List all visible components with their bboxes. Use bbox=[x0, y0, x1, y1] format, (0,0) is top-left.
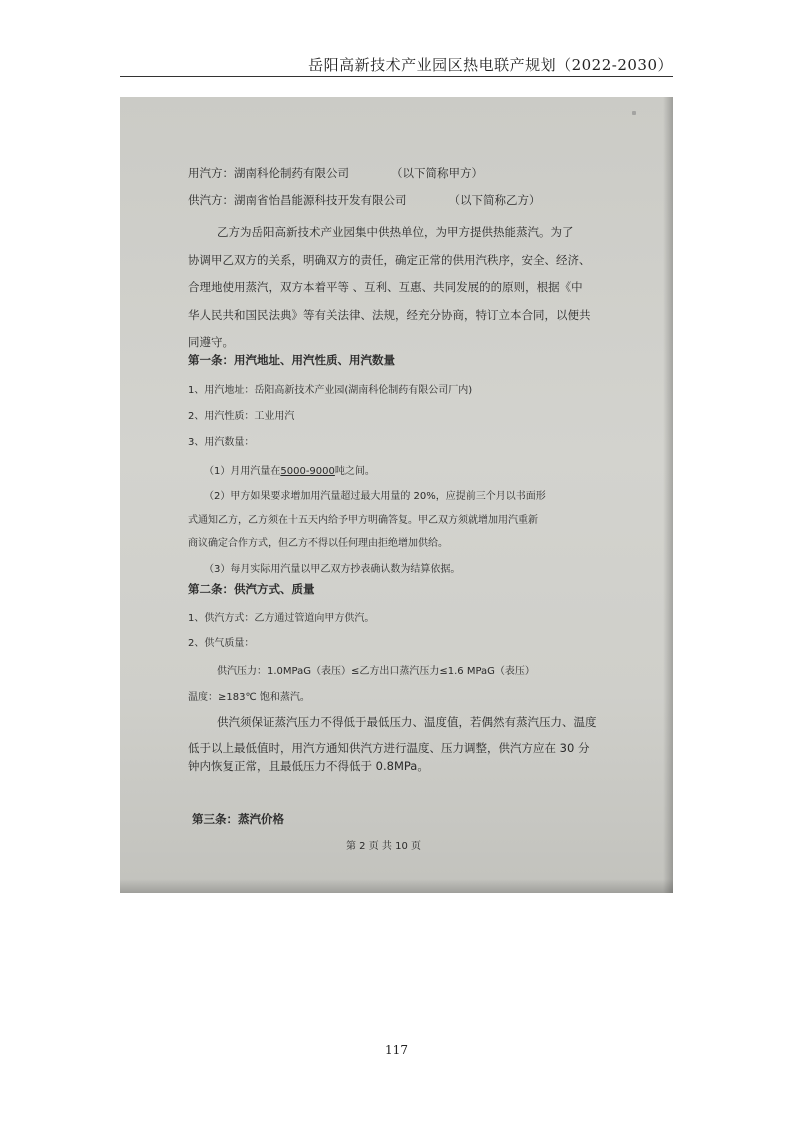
scan-mark bbox=[632, 111, 636, 115]
party-b-alias: （以下简称乙方） bbox=[448, 193, 541, 207]
scan-shadow-right bbox=[663, 97, 673, 893]
article2-quality-title: 2、供气质量： bbox=[188, 638, 255, 649]
article2-guarantee-line-3: 钟内恢复正常，且最低压力不得低于 0.8MPa。 bbox=[188, 759, 429, 773]
intro-line-2: 协调甲乙双方的关系，明确双方的责任，确定正常的供用汽秩序，安全、经济、 bbox=[188, 253, 591, 267]
party-b-label: 供汽方： bbox=[188, 193, 234, 207]
party-a-alias: （以下简称甲方） bbox=[391, 166, 483, 180]
article1-q2-line-2: 式通知乙方，乙方须在十五天内给予甲方明确答复。甲乙双方须就增加用汽重新 bbox=[188, 515, 538, 526]
article2-method: 1、供汽方式：乙方通过管道向甲方供汽。 bbox=[188, 613, 375, 624]
article2-guarantee-line-1: 供汽须保证蒸汽压力不得低于最低压力、温度值，若偶然有蒸汽压力、温度 bbox=[217, 715, 597, 729]
article1-q2-line-3: 商议确定合作方式，但乙方不得以任何理由拒绝增加供给。 bbox=[188, 538, 448, 549]
intro-line-4: 华人民共和国民法典》等有关法律、法规，经充分协商，特订立本合同，以便共 bbox=[188, 308, 591, 322]
page-number: 117 bbox=[385, 1043, 408, 1057]
article1-q1 bbox=[204, 462, 375, 477]
article3-title: 第三条：蒸汽价格 bbox=[192, 812, 284, 826]
party-b-line bbox=[188, 192, 541, 208]
party-a-line bbox=[188, 165, 483, 181]
header-rule bbox=[120, 76, 673, 77]
article2-title: 第二条：供汽方式、质量 bbox=[188, 582, 315, 596]
scan-shadow-bottom bbox=[120, 879, 673, 893]
article2-guarantee-line-2: 低于以上最低值时，用汽方通知供汽方进行温度、压力调整，供汽方应在 30 分 bbox=[188, 741, 590, 755]
scanned-contract-page bbox=[120, 97, 673, 893]
article1-title: 第一条：用汽地址、用汽性质、用汽数量 bbox=[188, 353, 395, 367]
party-a-label: 用汽方： bbox=[188, 166, 234, 180]
header-title: 岳阳高新技术产业园区热电联产规划（2022-2030） bbox=[308, 56, 673, 74]
article1-quantity-title: 3、用汽数量： bbox=[188, 437, 255, 448]
party-a-name: 湖南科伦制药有限公司 bbox=[234, 166, 349, 180]
article1-q2-line-1: （2）甲方如果要求增加用汽量超过最大用量的 20%，应提前三个月以书面形 bbox=[204, 491, 546, 502]
q1-prefix: （1）月用汽量在 bbox=[204, 466, 281, 477]
article2-pressure: 供汽压力：1.0MPaG（表压）≤乙方出口蒸汽压力≤1.6 MPaG（表压） bbox=[217, 666, 535, 677]
scan-footer: 第 2 页 共 10 页 bbox=[346, 841, 421, 852]
intro-line-5: 同遵守。 bbox=[188, 335, 234, 349]
article1-nature: 2、用汽性质：工业用汽 bbox=[188, 411, 295, 422]
party-b-name: 湖南省怡昌能源科技开发有限公司 bbox=[234, 193, 407, 207]
q1-suffix: 吨之间。 bbox=[334, 466, 375, 477]
intro-line-3: 合理地使用蒸汽，双方本着平等 、互利、互惠、共同发展的的原则，根据《中 bbox=[188, 280, 583, 294]
q1-range: 5000-9000 bbox=[280, 466, 335, 477]
article2-temperature: 温度：≥183℃ 饱和蒸汽。 bbox=[188, 692, 310, 703]
intro-line-1: 乙方为岳阳高新技术产业园集中供热单位，为甲方提供热能蒸汽。为了 bbox=[217, 225, 574, 239]
article1-q3: （3）每月实际用汽量以甲乙双方抄表确认数为结算依据。 bbox=[204, 564, 461, 575]
article1-address: 1、用汽地址：岳阳高新技术产业园(湖南科伦制药有限公司厂内) bbox=[188, 385, 473, 396]
